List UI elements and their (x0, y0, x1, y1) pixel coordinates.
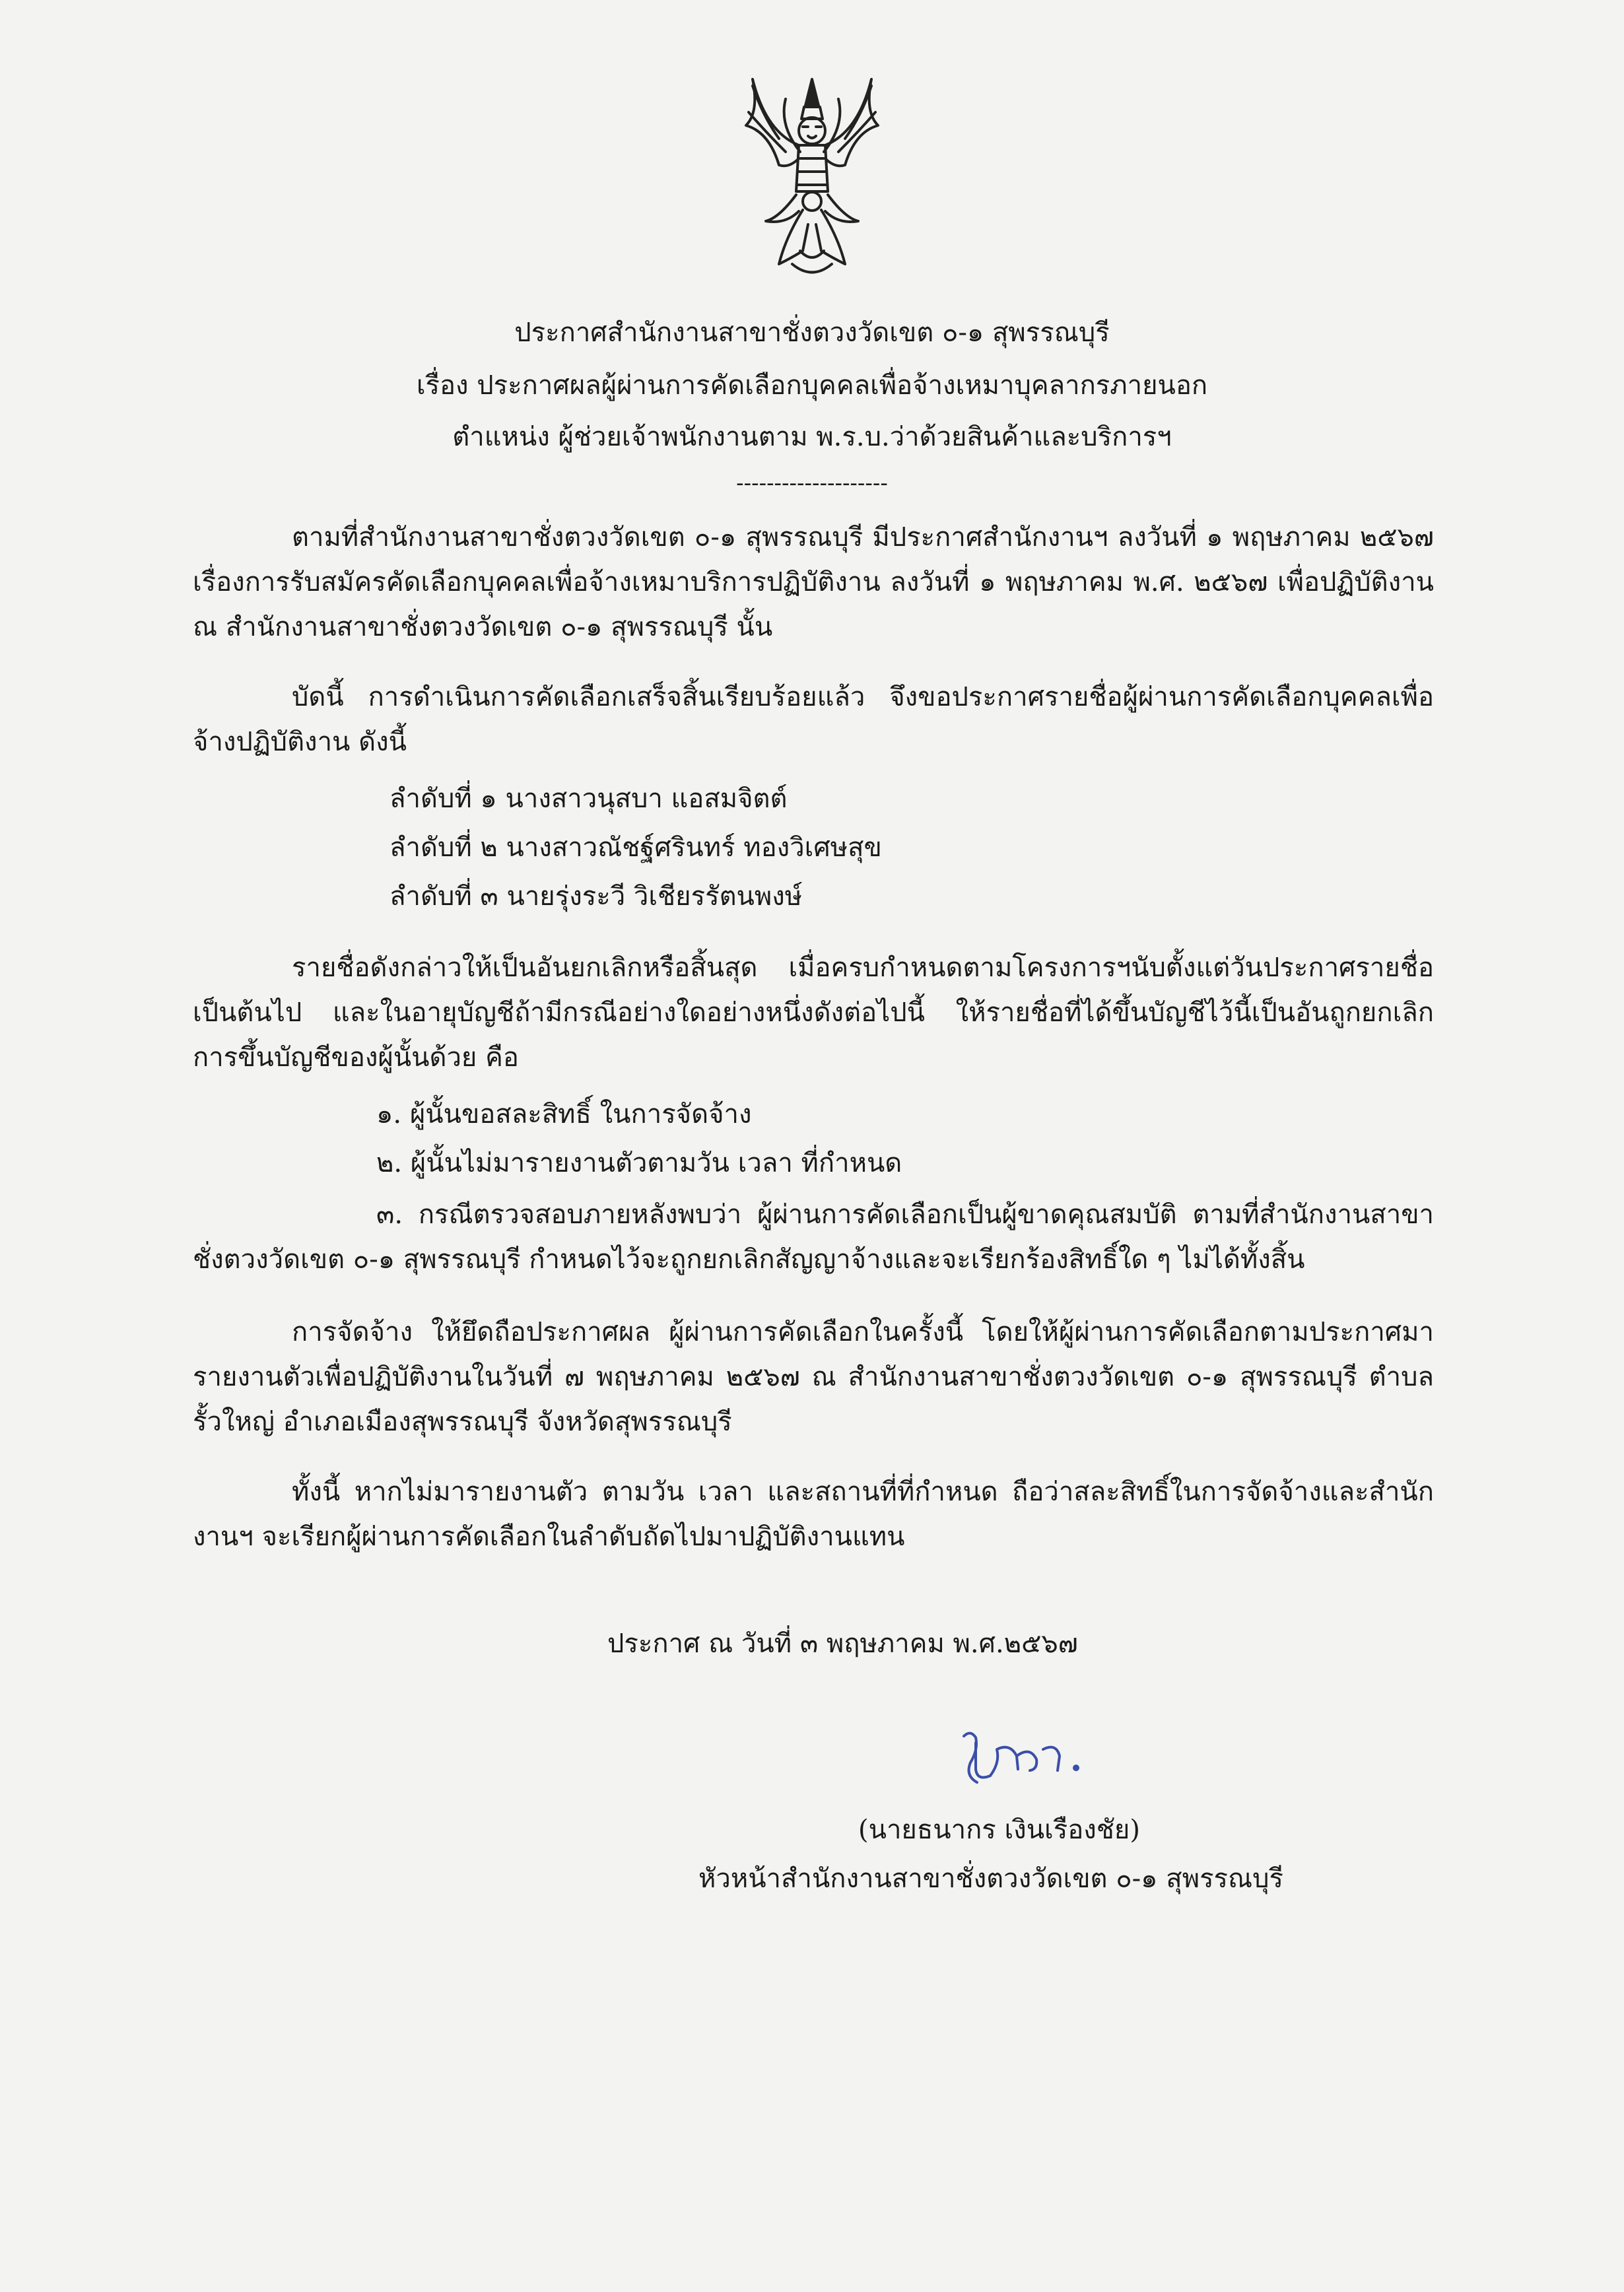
paragraph-reference: ตามที่สำนักงานสาขาชั่งตวงวัดเขต ๐-๑ สุพรรณบุรี มีประกาศสำนักงานฯ ลงวันที่ ๑ พฤษภาคม ๒๕๖๗ เรื่องการรับสมัครคัดเลือกบุคคลเพื่อจ้างเหมาบริการปฏิบัติงาน ลงวันที่ ๑ พฤษภาคม พ.ศ. ๒๕๖๗ เพื่อปฏิบัติงาน ณ สำนักงานสาขาชั่งตวงวัดเขต ๐-๑ สุพรรณบุรี นั้น (193, 522, 1434, 642)
ranking-item-3: ลำดับที่ ๓ นายรุ่งระวี วิเชียรรัตนพงษ์ (389, 881, 803, 912)
garuda-emblem-icon (739, 53, 885, 287)
condition-item-2: ๒. ผู้นั้นไม่มารายงานตัวตามวัน เวลา ที่กำหนด (376, 1148, 902, 1178)
signer-title: หัวหน้าสำนักงานสาขาชั่งตวงวัดเขต ๐-๑ สุพรรณบุรี (698, 1864, 1284, 1894)
paragraph-employment: การจัดจ้าง ให้ยึดถือประกาศผล ผู้ผ่านการคัดเลือกในครั้งนี้ โดยให้ผู้ผ่านการคัดเลือกตามประกาศมารายงานตัวเพื่อปฏิบัติงานในวันที่ ๗ พฤษภาคม ๒๕๖๗ ณ สำนักงานสาขาชั่งตวงวัดเขต ๐-๑ สุพรรณบุรี ตำบลรั้วใหญ่ อำเภอเมืองสุพรรณบุรี จังหวัดสุพรรณบุรี (193, 1317, 1434, 1437)
paragraph-announcement: บัดนี้ การดำเนินการคัดเลือกเสร็จสิ้นเรียบร้อยแล้ว จึงขอประกาศรายชื่อผู้ผ่านการคัดเลือกบุคคลเพื่อจ้างปฏิบัติงาน ดังนี้ (193, 682, 1434, 757)
condition-item-3: ๓. กรณีตรวจสอบภายหลังพบว่า ผู้ผ่านการคัดเลือกเป็นผู้ขาดคุณสมบัติ ตามที่สำนักงานสาขาชั่งตวงวัดเขต ๐-๑ สุพรรณบุรี กำหนดไว้จะถูกยกเลิกสัญญาจ้างและจะเรียกร้องสิทธิ์ใด ๆ ไม่ได้ทั้งสิ้น (193, 1199, 1434, 1275)
announcement-date: ประกาศ ณ วันที่ ๓ พฤษภาคม พ.ศ.๒๕๖๗ (607, 1629, 1078, 1659)
header-position: ตำแหน่ง ผู้ช่วยเจ้าพนักงานตาม พ.ร.บ.ว่าด้วยสินค้าและบริการฯ (452, 422, 1172, 452)
ranking-item-2: ลำดับที่ ๒ นางสาวณัชฐ์ศรินทร์ ทองวิเศษสุข (389, 832, 882, 863)
signer-name: (นายธนากร เงินเรืองชัย) (858, 1815, 1140, 1845)
condition-item-1: ๑. ผู้นั้นขอสละสิทธิ์ ในการจัดจ้าง (376, 1099, 752, 1129)
paragraph-forfeit: ทั้งนี้ หากไม่มารายงานตัว ตามวัน เวลา และสถานที่ที่กำหนด ถือว่าสละสิทธิ์ในการจัดจ้างและสำนักงานฯ จะเรียกผู้ผ่านการคัดเลือกในลำดับถัดไปมาปฏิบัติงานแทน (193, 1477, 1434, 1552)
handwritten-signature-icon (951, 1723, 1109, 1802)
header-divider: -------------------- (736, 470, 888, 496)
header-title: ประกาศสำนักงานสาขาชั่งตวงวัดเขต ๐-๑ สุพรรณบุรี (514, 318, 1110, 348)
paragraph-validity: รายชื่อดังกล่าวให้เป็นอันยกเลิกหรือสิ้นสุด เมื่อครบกำหนดตามโครงการฯนับตั้งแต่วันประกาศรายชื่อ เป็นต้นไป และในอายุบัญชีถ้ามีกรณีอย่างใดอย่างหนึ่งดังต่อไปนี้ ให้รายชื่อที่ได้ขึ้นบัญชีไว้นี้เป็นอันถูกยกเลิกการขึ้นบัญชีของผู้นั้นด้วย คือ (193, 953, 1434, 1073)
header-subject: เรื่อง ประกาศผลผู้ผ่านการคัดเลือกบุคคลเพื่อจ้างเหมาบุคลากรภายนอก (416, 370, 1208, 401)
ranking-item-1: ลำดับที่ ๑ นางสาวนุสบา แอสมจิตต์ (389, 784, 788, 814)
